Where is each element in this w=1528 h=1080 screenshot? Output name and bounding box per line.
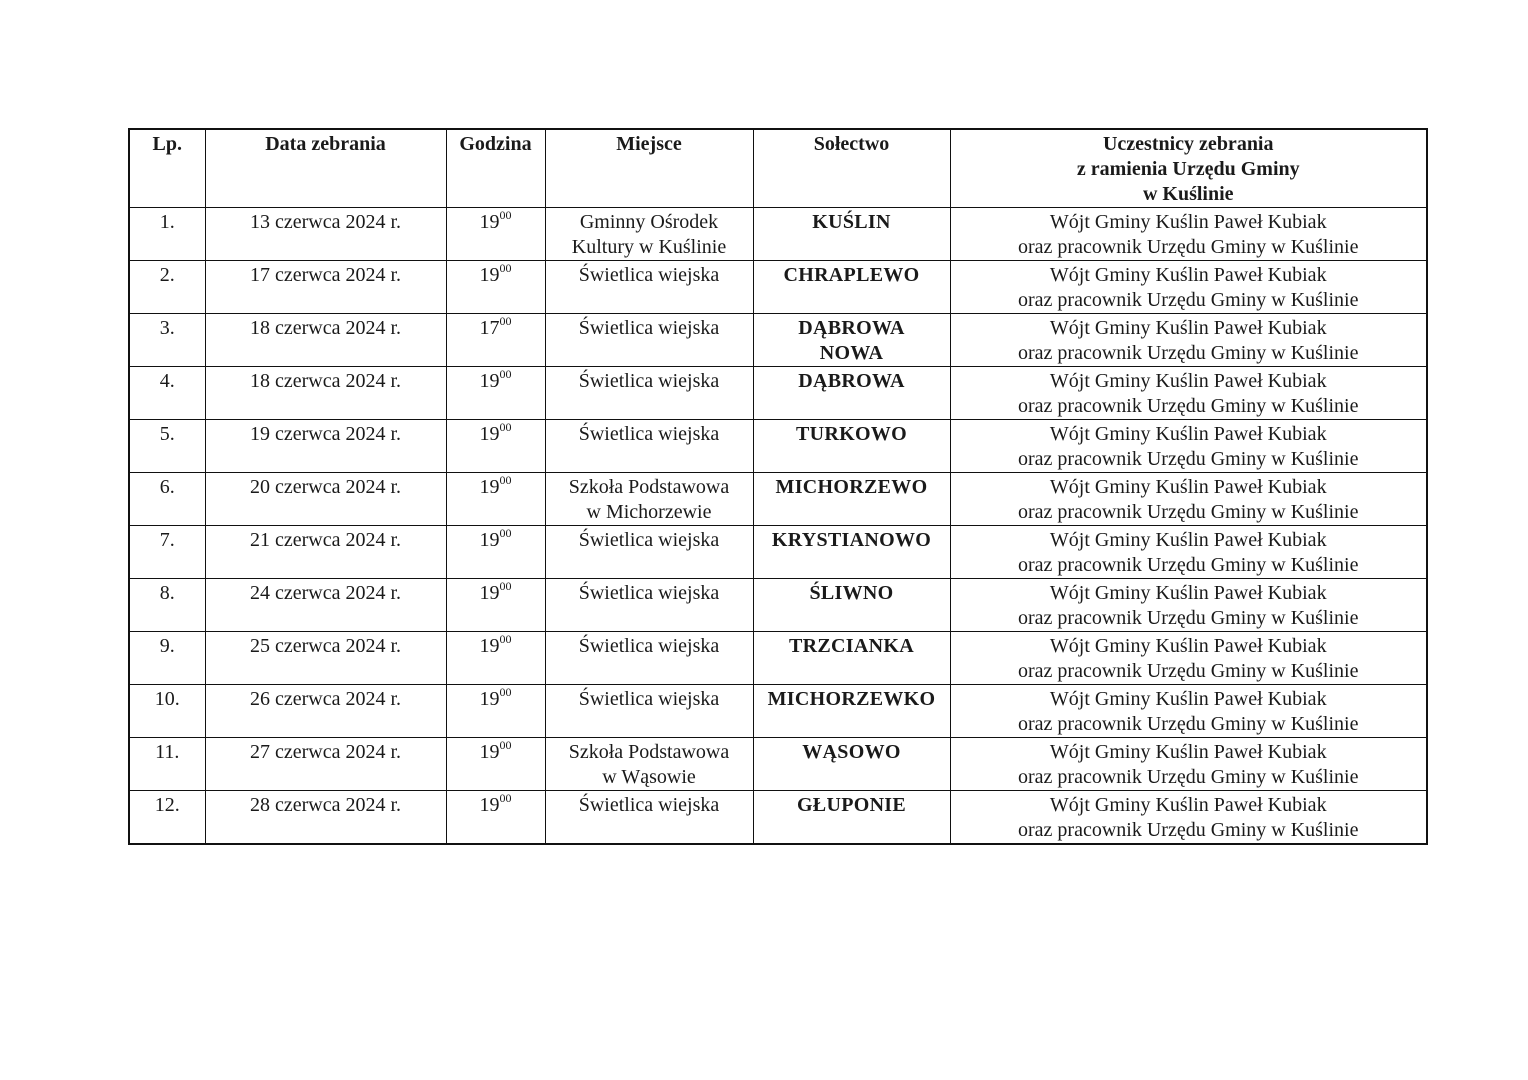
header-hour: Godzina bbox=[446, 129, 545, 208]
header-place: Miejsce bbox=[545, 129, 753, 208]
cell-place bbox=[545, 738, 753, 791]
table-row bbox=[129, 261, 1427, 314]
solectwo-line: DĄBROWA bbox=[798, 370, 905, 392]
cell-solectwo bbox=[753, 367, 950, 420]
cell-hour bbox=[446, 579, 545, 632]
cell-place bbox=[545, 208, 753, 261]
minutes-superscript: 00 bbox=[499, 738, 512, 752]
participants-line: Wójt Gminy Kuślin Paweł Kubiak bbox=[1049, 635, 1327, 657]
cell-lp: 3. bbox=[129, 314, 205, 367]
cell-date: 18 czerwca 2024 r. bbox=[205, 314, 446, 367]
participants-line: Wójt Gminy Kuślin Paweł Kubiak bbox=[1049, 688, 1327, 710]
place-line: Świetlica wiejska bbox=[578, 582, 720, 604]
place-line: Świetlica wiejska bbox=[578, 317, 720, 339]
solectwo-line: TURKOWO bbox=[796, 423, 907, 445]
table-row bbox=[129, 685, 1427, 738]
participants-line: oraz pracownik Urzędu Gminy w Kuślinie bbox=[1018, 819, 1359, 841]
table-row bbox=[129, 526, 1427, 579]
cell-place bbox=[545, 314, 753, 367]
minutes-superscript: 00 bbox=[499, 579, 512, 593]
header-solectwo: Sołectwo bbox=[753, 129, 950, 208]
hour-value: 19 bbox=[479, 582, 500, 604]
cell-participants bbox=[950, 632, 1427, 685]
cell-lp: 2. bbox=[129, 261, 205, 314]
cell-participants bbox=[950, 526, 1427, 579]
cell-place bbox=[545, 420, 753, 473]
solectwo-line: MICHORZEWKO bbox=[767, 688, 936, 710]
participants-line: Wójt Gminy Kuślin Paweł Kubiak bbox=[1049, 370, 1327, 392]
cell-lp: 9. bbox=[129, 632, 205, 685]
participants-line: Wójt Gminy Kuślin Paweł Kubiak bbox=[1049, 741, 1327, 763]
place-line: Szkoła Podstawowa bbox=[568, 476, 730, 498]
participants-line: oraz pracownik Urzędu Gminy w Kuślinie bbox=[1018, 554, 1359, 576]
table-row bbox=[129, 314, 1427, 367]
cell-date: 18 czerwca 2024 r. bbox=[205, 367, 446, 420]
table-row bbox=[129, 738, 1427, 791]
cell-hour bbox=[446, 367, 545, 420]
cell-participants bbox=[950, 208, 1427, 261]
place-line: Świetlica wiejska bbox=[578, 264, 720, 286]
cell-solectwo bbox=[753, 685, 950, 738]
cell-solectwo bbox=[753, 420, 950, 473]
cell-hour bbox=[446, 526, 545, 579]
minutes-superscript: 00 bbox=[499, 685, 512, 699]
minutes-superscript: 00 bbox=[499, 632, 512, 646]
cell-solectwo bbox=[753, 791, 950, 845]
cell-lp: 12. bbox=[129, 791, 205, 845]
hour-value: 19 bbox=[479, 741, 500, 763]
cell-participants bbox=[950, 473, 1427, 526]
cell-date: 24 czerwca 2024 r. bbox=[205, 579, 446, 632]
solectwo-line: MICHORZEWO bbox=[775, 476, 928, 498]
cell-solectwo bbox=[753, 208, 950, 261]
cell-lp: 6. bbox=[129, 473, 205, 526]
hour-value: 19 bbox=[479, 476, 500, 498]
table-row bbox=[129, 791, 1427, 845]
participants-line: oraz pracownik Urzędu Gminy w Kuślinie bbox=[1018, 501, 1359, 523]
participants-line: Wójt Gminy Kuślin Paweł Kubiak bbox=[1049, 582, 1327, 604]
cell-date: 25 czerwca 2024 r. bbox=[205, 632, 446, 685]
cell-hour bbox=[446, 420, 545, 473]
cell-participants bbox=[950, 367, 1427, 420]
cell-date: 19 czerwca 2024 r. bbox=[205, 420, 446, 473]
hour-value: 19 bbox=[479, 529, 500, 551]
solectwo-line: TRZCIANKA bbox=[789, 635, 914, 657]
participants-line: oraz pracownik Urzędu Gminy w Kuślinie bbox=[1018, 766, 1359, 788]
hour-value: 19 bbox=[479, 423, 500, 445]
cell-hour bbox=[446, 791, 545, 845]
participants-line: Wójt Gminy Kuślin Paweł Kubiak bbox=[1049, 264, 1327, 286]
cell-place bbox=[545, 632, 753, 685]
cell-date: 21 czerwca 2024 r. bbox=[205, 526, 446, 579]
solectwo-line: KRYSTIANOWO bbox=[771, 529, 932, 551]
cell-place bbox=[545, 367, 753, 420]
minutes-superscript: 00 bbox=[499, 208, 512, 222]
cell-date: 17 czerwca 2024 r. bbox=[205, 261, 446, 314]
table-row bbox=[129, 473, 1427, 526]
cell-place bbox=[545, 685, 753, 738]
cell-date: 27 czerwca 2024 r. bbox=[205, 738, 446, 791]
cell-hour bbox=[446, 473, 545, 526]
participants-line: oraz pracownik Urzędu Gminy w Kuślinie bbox=[1018, 289, 1359, 311]
cell-participants bbox=[950, 579, 1427, 632]
cell-hour bbox=[446, 314, 545, 367]
cell-lp: 5. bbox=[129, 420, 205, 473]
solectwo-line: WĄSOWO bbox=[802, 741, 901, 763]
hour-value: 19 bbox=[479, 688, 500, 710]
participants-line: oraz pracownik Urzędu Gminy w Kuślinie bbox=[1018, 342, 1359, 364]
solectwo-line: GŁUPONIE bbox=[796, 794, 907, 816]
header-participants-line: Uczestnicy zebrania bbox=[1102, 133, 1274, 155]
cell-lp: 7. bbox=[129, 526, 205, 579]
solectwo-line: NOWA bbox=[819, 342, 884, 364]
header-participants-line: z ramienia Urzędu Gminy bbox=[1076, 158, 1300, 180]
cell-date: 26 czerwca 2024 r. bbox=[205, 685, 446, 738]
hour-value: 19 bbox=[479, 794, 500, 816]
cell-place bbox=[545, 261, 753, 314]
cell-hour bbox=[446, 208, 545, 261]
cell-participants bbox=[950, 685, 1427, 738]
cell-participants bbox=[950, 420, 1427, 473]
place-line: Świetlica wiejska bbox=[578, 423, 720, 445]
table-row bbox=[129, 367, 1427, 420]
minutes-superscript: 00 bbox=[499, 791, 512, 805]
place-line: Świetlica wiejska bbox=[578, 529, 720, 551]
table-row bbox=[129, 208, 1427, 261]
place-line: Szkoła Podstawowa bbox=[568, 741, 730, 763]
cell-date: 20 czerwca 2024 r. bbox=[205, 473, 446, 526]
table-row bbox=[129, 579, 1427, 632]
cell-lp: 4. bbox=[129, 367, 205, 420]
cell-place bbox=[545, 526, 753, 579]
minutes-superscript: 00 bbox=[499, 526, 512, 540]
participants-line: Wójt Gminy Kuślin Paweł Kubiak bbox=[1049, 794, 1327, 816]
minutes-superscript: 00 bbox=[499, 473, 512, 487]
table-row bbox=[129, 420, 1427, 473]
cell-participants bbox=[950, 314, 1427, 367]
minutes-superscript: 00 bbox=[499, 261, 512, 275]
participants-line: Wójt Gminy Kuślin Paweł Kubiak bbox=[1049, 423, 1327, 445]
cell-participants bbox=[950, 738, 1427, 791]
cell-participants bbox=[950, 791, 1427, 845]
place-line: Świetlica wiejska bbox=[578, 370, 720, 392]
cell-lp: 11. bbox=[129, 738, 205, 791]
solectwo-line: DĄBROWA bbox=[798, 317, 905, 339]
table-body bbox=[129, 208, 1427, 845]
hour-value: 19 bbox=[479, 264, 500, 286]
minutes-superscript: 00 bbox=[499, 314, 512, 328]
cell-solectwo bbox=[753, 314, 950, 367]
header-row bbox=[129, 129, 1427, 208]
place-line: Kultury w Kuślinie bbox=[571, 236, 727, 258]
cell-place bbox=[545, 473, 753, 526]
header-lp: Lp. bbox=[129, 129, 205, 208]
cell-solectwo bbox=[753, 526, 950, 579]
place-line: Świetlica wiejska bbox=[578, 794, 720, 816]
cell-place bbox=[545, 579, 753, 632]
minutes-superscript: 00 bbox=[499, 420, 512, 434]
participants-line: oraz pracownik Urzędu Gminy w Kuślinie bbox=[1018, 660, 1359, 682]
cell-solectwo bbox=[753, 579, 950, 632]
participants-line: Wójt Gminy Kuślin Paweł Kubiak bbox=[1049, 211, 1327, 233]
solectwo-line: CHRAPLEWO bbox=[783, 264, 920, 286]
cell-hour bbox=[446, 738, 545, 791]
cell-solectwo bbox=[753, 261, 950, 314]
cell-date: 28 czerwca 2024 r. bbox=[205, 791, 446, 845]
cell-hour bbox=[446, 632, 545, 685]
cell-solectwo bbox=[753, 738, 950, 791]
participants-line: Wójt Gminy Kuślin Paweł Kubiak bbox=[1049, 529, 1327, 551]
cell-hour bbox=[446, 685, 545, 738]
solectwo-line: ŚLIWNO bbox=[809, 582, 894, 604]
participants-line: oraz pracownik Urzędu Gminy w Kuślinie bbox=[1018, 607, 1359, 629]
table-row bbox=[129, 632, 1427, 685]
header-participants bbox=[950, 129, 1427, 208]
cell-solectwo bbox=[753, 473, 950, 526]
table-header bbox=[129, 129, 1427, 208]
cell-lp: 1. bbox=[129, 208, 205, 261]
participants-line: oraz pracownik Urzędu Gminy w Kuślinie bbox=[1018, 395, 1359, 417]
place-line: Gminny Ośrodek bbox=[579, 211, 719, 233]
place-line: Świetlica wiejska bbox=[578, 635, 720, 657]
cell-lp: 8. bbox=[129, 579, 205, 632]
header-date: Data zebrania bbox=[205, 129, 446, 208]
participants-line: oraz pracownik Urzędu Gminy w Kuślinie bbox=[1018, 713, 1359, 735]
cell-solectwo bbox=[753, 632, 950, 685]
cell-place bbox=[545, 791, 753, 845]
participants-line: Wójt Gminy Kuślin Paweł Kubiak bbox=[1049, 317, 1327, 339]
place-line: w Michorzewie bbox=[586, 501, 712, 523]
hour-value: 19 bbox=[479, 211, 500, 233]
participants-line: Wójt Gminy Kuślin Paweł Kubiak bbox=[1049, 476, 1327, 498]
cell-date: 13 czerwca 2024 r. bbox=[205, 208, 446, 261]
participants-line: oraz pracownik Urzędu Gminy w Kuślinie bbox=[1018, 448, 1359, 470]
place-line: Świetlica wiejska bbox=[578, 688, 720, 710]
participants-line: oraz pracownik Urzędu Gminy w Kuślinie bbox=[1018, 236, 1359, 258]
hour-value: 17 bbox=[479, 317, 500, 339]
cell-lp: 10. bbox=[129, 685, 205, 738]
hour-value: 19 bbox=[479, 370, 500, 392]
place-line: w Wąsowie bbox=[602, 766, 696, 788]
cell-hour bbox=[446, 261, 545, 314]
minutes-superscript: 00 bbox=[499, 367, 512, 381]
meeting-schedule-table bbox=[128, 128, 1428, 845]
header-participants-line: w Kuślinie bbox=[1142, 183, 1234, 205]
cell-participants bbox=[950, 261, 1427, 314]
solectwo-line: KUŚLIN bbox=[812, 211, 891, 233]
hour-value: 19 bbox=[479, 635, 500, 657]
